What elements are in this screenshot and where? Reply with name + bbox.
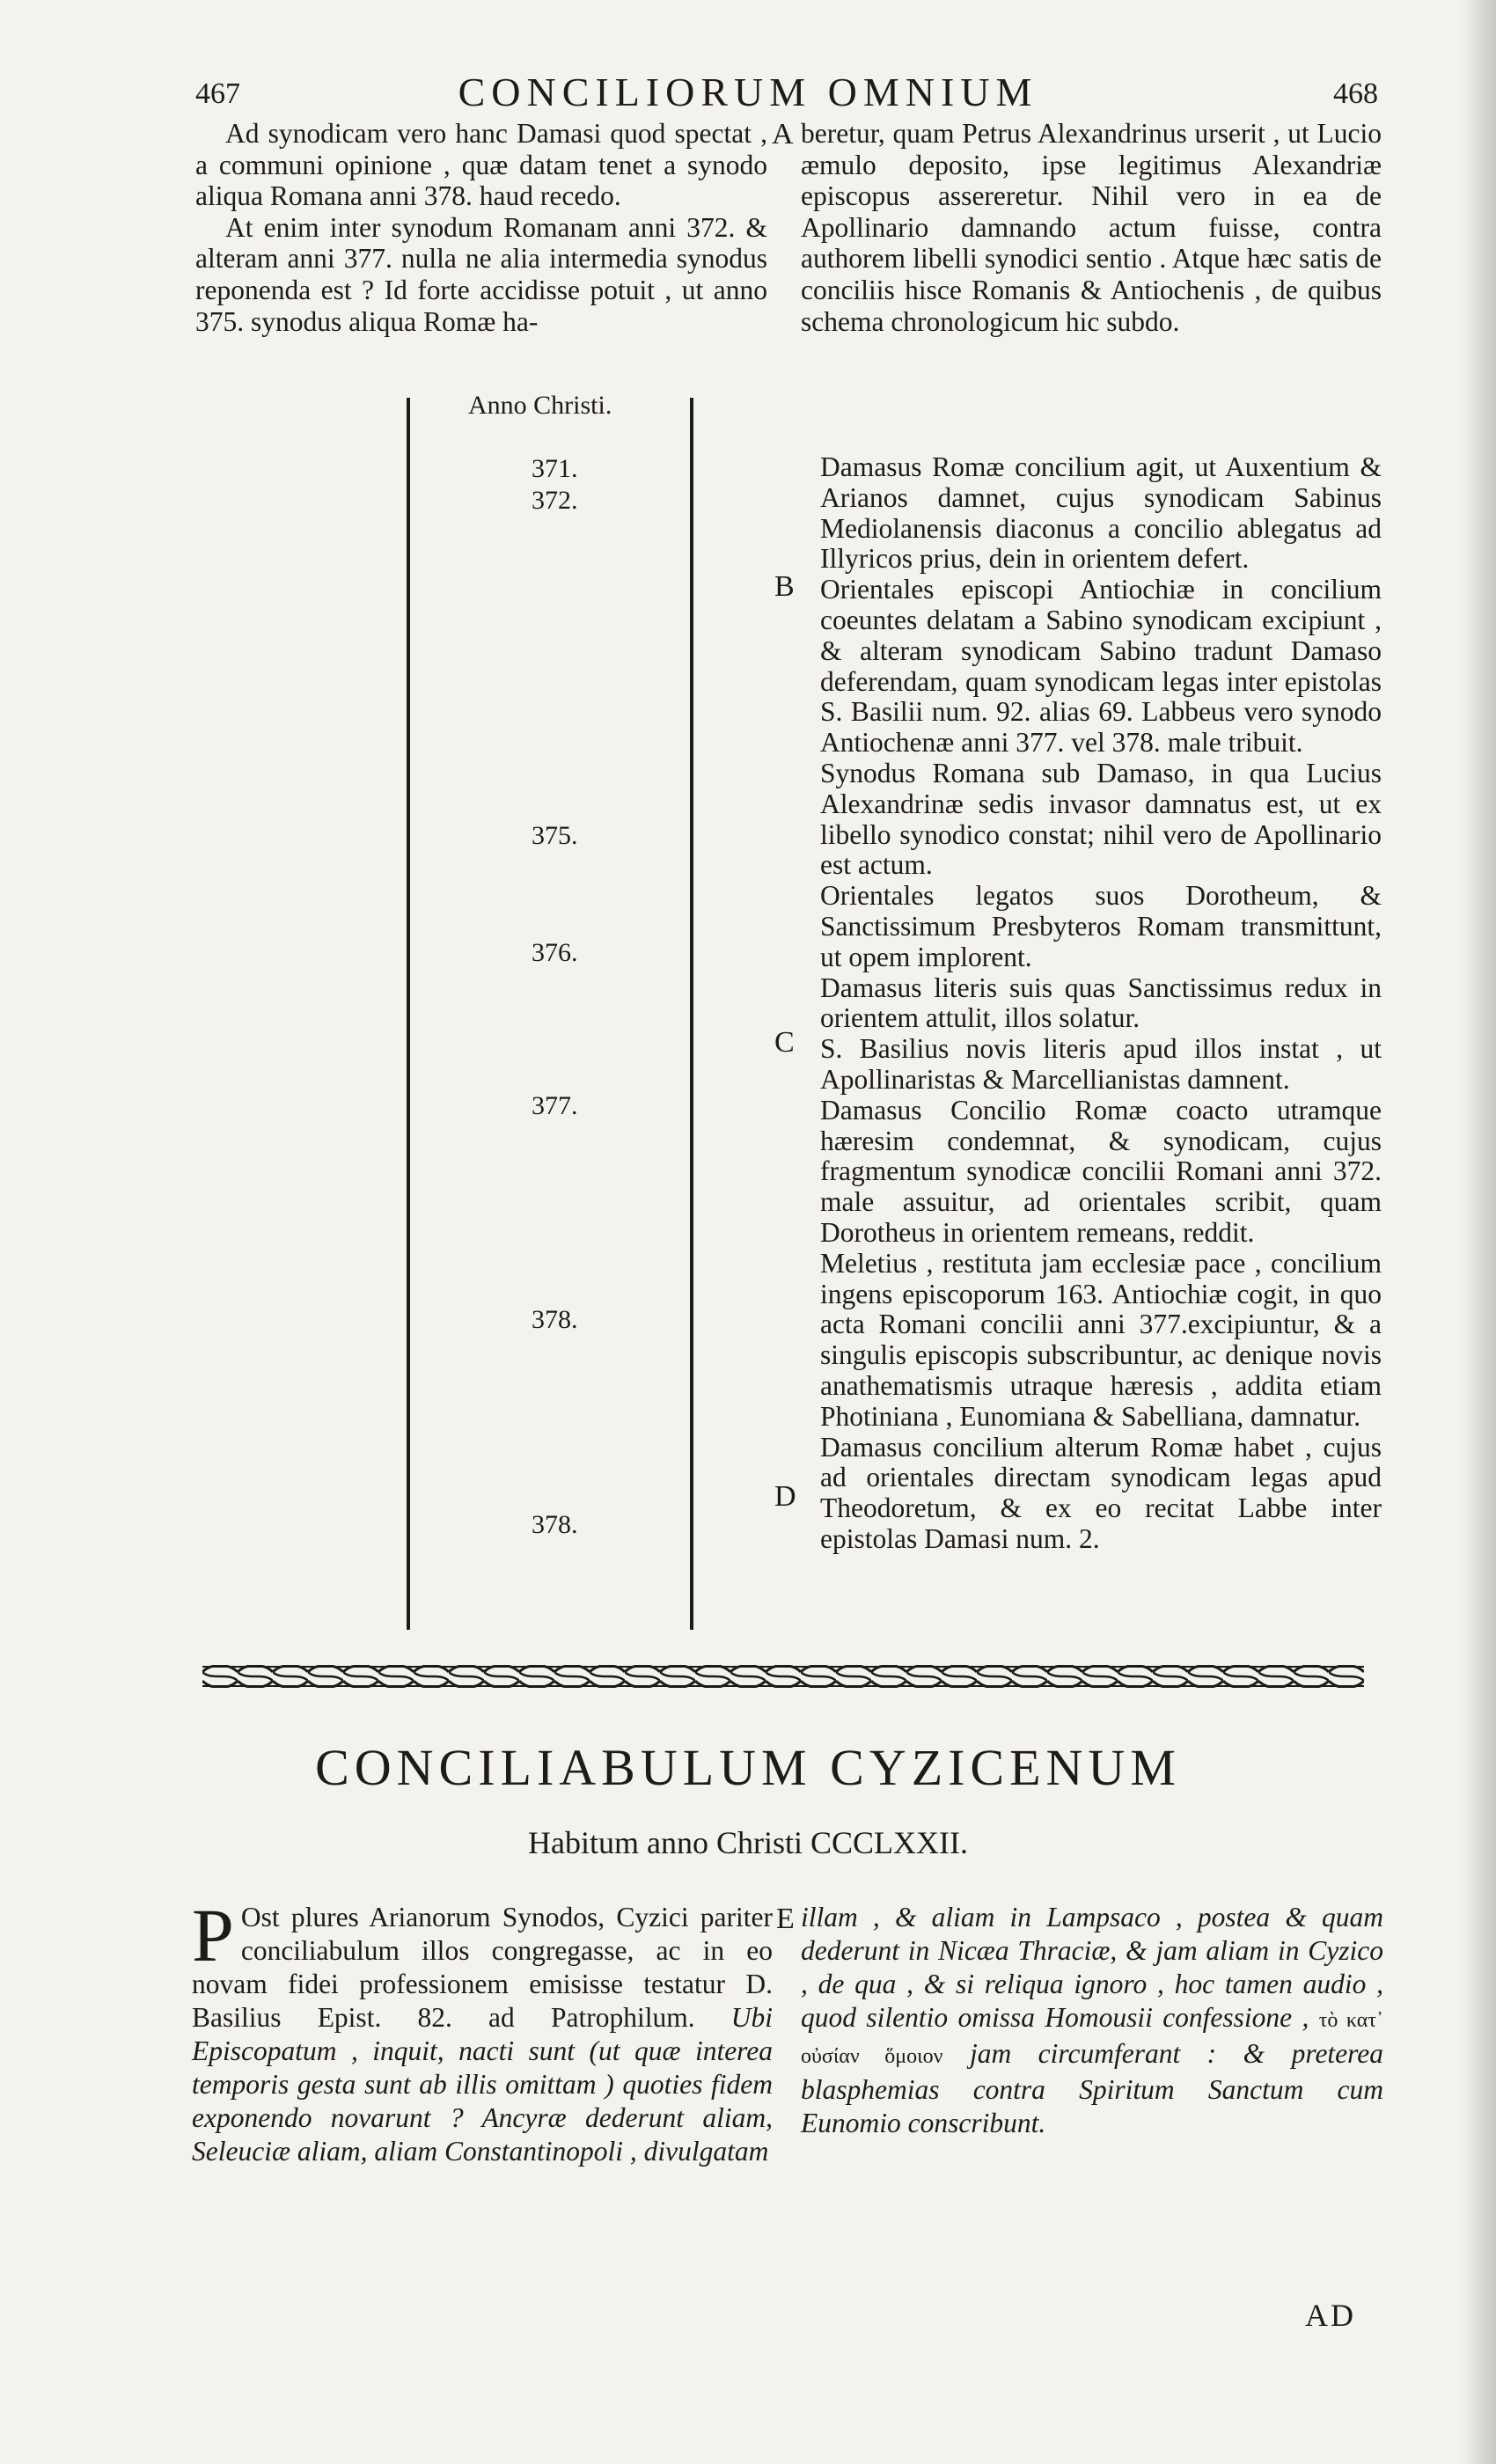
timeline-entry: Orientales legatos suos Dorotheum, & Sanctissimum Presbyteros Romam transmittunt, ut opem implorent. [820,880,1382,972]
ornamental-rule [202,1661,1364,1691]
timeline-entries [799,452,1382,1555]
running-title: CONCILIORUM OMNIUM [458,70,1038,114]
section-subtitle: Habitum anno Christi CCCLXXII. [528,1825,968,1860]
timeline-entry: Synodus Romana sub Damaso, in qua Lucius Alexandrinæ sedis invasor damnatus est, ut ex libello synodico constat; nihil vero de Apollinario est actum. [820,757,1382,881]
quotation: Ubi Episcopatum , inquit, nacti sunt (ut quæ interea temporis gesta sunt ab illis omittam ) quoties fidem exponendo novarunt ? Ancyræ dederunt aliam, Seleuciæ aliam, aliam Constantinopoli , divulgatam [192,2002,773,2167]
margin-letter-b: B [774,570,795,603]
timeline-year: 378. [532,1510,578,1539]
section-title: CONCILIABULUM CYZICENUM [315,1739,1181,1796]
bottom-left-column [192,1893,773,2168]
paragraph: beretur, quam Petrus Alexandrinus urserit , ut Lucio æmulo deposito, ipse legitimus Alexandriæ episcopus assereretur. Nihil vero in ea de Apollinario damnando actum fuisse, contra authorem libelli synodici sentio . Atque hæc satis de conciliis hisce Romanis & Antiochenis , de quibus schema chronologicum hic subdo. [801,118,1382,337]
timeline-entry: Damasus Concilio Romæ coacto utramque hæresim condemnat, & synodicam, cujus fragmentum synodicæ concilii Romani anni 372. male assuitur, ad orientales scribit, quam Dorotheus in orientem remeans, reddit. [820,1094,1382,1248]
timeline-year: 371. [532,454,578,483]
timeline-entry: S. Basilius novis literis apud illos instat , ut Apollinaristas & Marcellianistas damnent. [820,1033,1382,1095]
greek-phrase: τὸ κατ᾽ οὐσίαν ὅμοιον [801,2009,1383,2068]
bottom-right-column [801,1901,1383,2140]
paragraph: Ad synodicam vero hanc Damasi quod spectat , a communi opinione , quæ datam tenet a synodo aliqua Romana anni 378. haud recedo. [195,118,767,212]
margin-letter-a: A [772,118,794,150]
timeline-year: 375. [532,821,578,850]
margin-letter-c: C [774,1026,795,1059]
margin-letter-e: E [776,1903,795,1935]
page-number-left: 467 [195,77,240,110]
quotation: jam circumferant : & preterea blasphemias contra Spiritum Sanctum cum Eunomio conscribunt. [801,2038,1383,2138]
quotation: illam , & aliam in Lampsaco , postea & quam dederunt in Nicæa Thraciæ, & jam aliam in Cyzico , de qua , & si reliqua ignoro , hoc tamen audio , quod silentio omissa Homousii confessione , [801,1902,1383,2033]
timeline-year: 376. [532,938,578,967]
timeline-entry: Damasus literis suis quas Sanctissimus redux in orientem attulit, illos solatur. [820,972,1382,1034]
page-number-right: 468 [1333,77,1378,110]
paragraph [801,1901,1383,2140]
page-edge-shadow [1461,0,1496,2464]
timeline-year: 372. [532,486,578,515]
timeline-year: 378. [532,1305,578,1334]
timeline-entry: Damasus Romæ concilium agit, ut Auxentium & Arianos damnet, cujus synodicam Sabinus Mediolanensis diaconus a concilio ablegatus ad Illyricos prius, dein in orientem defert. [820,451,1382,575]
timeline-rule-right [690,398,693,1630]
margin-letter-d: D [774,1480,796,1513]
timeline-rule-left [407,398,410,1630]
paragraph: At enim inter synodum Romanam anni 372. & alteram anni 377. nulla ne alia intermedia synodus reponenda est ? Id forte accidisse potuit , ut anno 375. synodus aliqua Romæ ha- [195,211,767,337]
top-left-column [195,118,767,337]
timeline-entry: Damasus concilium alterum Romæ habet , cujus ad orientales directam synodicam legas apud Theodoretum, & ex eo recitat Labbe inter epistolas Damasi num. 2. [820,1431,1382,1554]
paragraph-text: Ost plures Arianorum Synodos, Cyzici pariter conciliabulum illos congregasse, ac in eo novam fidei professionem emisisse testatur D. Basilius Epist. 82. ad Patrophilum. [192,1902,773,2033]
paragraph [192,1893,773,2168]
top-right-column [801,118,1382,337]
timeline-entry: Meletius , restituta jam ecclesiæ pace , concilium ingens episcoporum 163. Antiochiæ cogit, in quo acta Romani concilii anni 377.excipiuntur, & a singulis episcopis subscribuntur, ac denique novis anathematismis utraque hæresis , addita etiam Photiniana , Eunomiana & Sabelliana, damnatur. [820,1247,1382,1432]
catchword: AD [1305,2298,1356,2333]
timeline-heading: Anno Christi. [468,391,612,420]
drop-cap: P [192,1893,234,1977]
timeline-year: 377. [532,1091,578,1120]
timeline-entry: Orientales episcopi Antiochiæ in concilium coeuntes delatam a Sabino synodicam excipiunt , & alteram synodicam Sabino tradunt Damaso deferendam, quam synodicam legas inter epistolas S. Basilii num. 92. alias 69. Labbeus vero synodo Antiochenæ anni 377. vel 378. male tribuit. [820,574,1382,759]
